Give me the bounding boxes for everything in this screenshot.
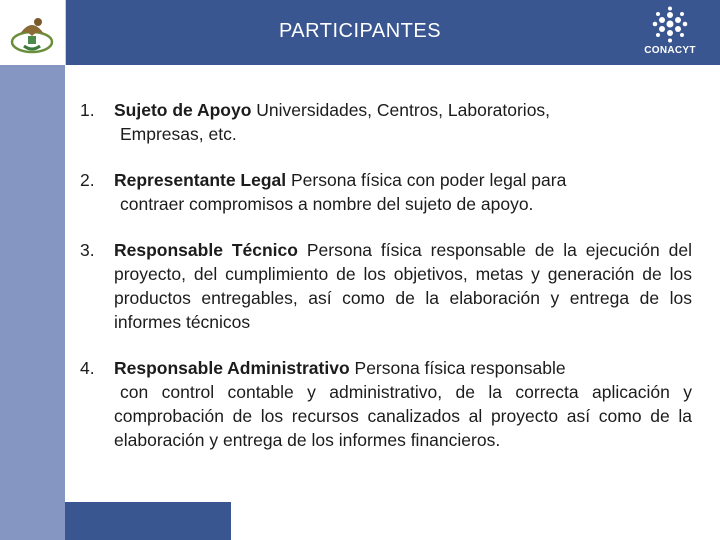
- item-description-continued: Empresas, etc.: [120, 124, 237, 144]
- item-number: 4.: [80, 358, 95, 378]
- list-item: [80, 356, 692, 452]
- item-number: 1.: [80, 100, 95, 120]
- item-number: 2.: [80, 170, 95, 190]
- item-description: Persona física responsable: [349, 358, 566, 378]
- item-description-continued: contraer compromisos a nombre del sujeto de apoyo.: [120, 194, 534, 214]
- side-bar: [0, 65, 65, 540]
- list-item: [80, 98, 692, 146]
- list-item: [80, 168, 692, 216]
- conacyt-logo-text: CONACYT: [644, 45, 696, 56]
- participants-list: [80, 98, 692, 474]
- list-item: [80, 238, 692, 334]
- page-title: PARTICIPANTES: [278, 20, 442, 42]
- item-description: Persona física con poder legal para: [286, 170, 567, 190]
- item-term: Responsable Técnico: [114, 240, 298, 260]
- conacyt-sphere-icon: [650, 6, 690, 44]
- item-description: Universidades, Centros, Laboratorios,: [251, 100, 551, 120]
- item-description-continued: con control contable y administrativo, de la correcta aplicación y comprobación de los recursos canalizados al proyecto así como de la elaboración y entrega de los informes financieros.: [114, 382, 692, 450]
- item-term: Responsable Administrativo: [114, 358, 350, 378]
- item-term: Sujeto de Apoyo: [114, 100, 252, 120]
- item-description: Persona física responsable de la ejecución del proyecto, del cumplimiento de los objetivos, metas y generación de los productos entregables, así como de la elaboración y entrega de los informes técnicos: [114, 240, 692, 332]
- item-number: 3.: [80, 240, 95, 260]
- item-term: Representante Legal: [114, 170, 287, 190]
- conacyt-logo: [636, 6, 704, 60]
- bottom-bar: [65, 502, 231, 540]
